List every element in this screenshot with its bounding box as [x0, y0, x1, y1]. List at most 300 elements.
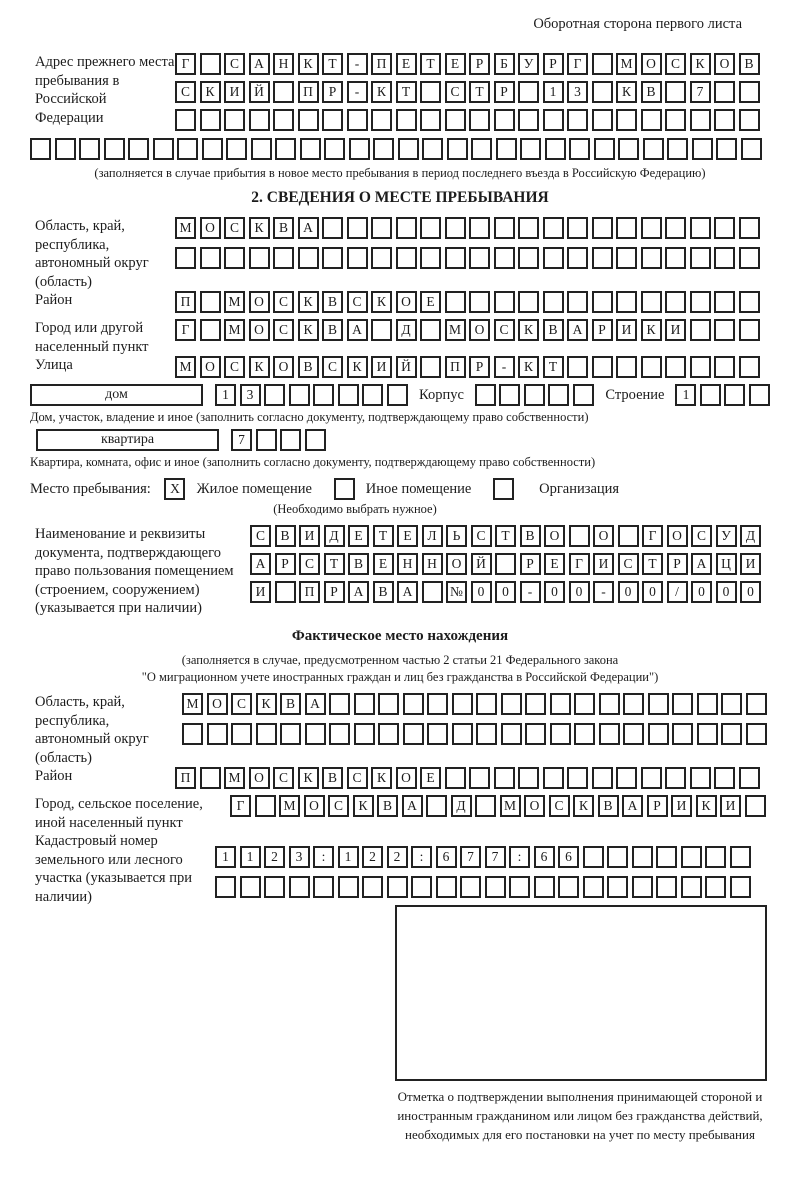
char-cell[interactable]: Т	[642, 553, 663, 575]
char-cell[interactable]	[322, 109, 343, 131]
char-cell[interactable]: О	[524, 795, 545, 817]
char-cell[interactable]	[275, 581, 296, 603]
char-cell[interactable]	[543, 767, 564, 789]
char-cell[interactable]: П	[175, 291, 196, 313]
char-cell[interactable]	[672, 693, 693, 715]
char-cell[interactable]	[403, 723, 424, 745]
char-cell[interactable]	[672, 723, 693, 745]
char-cell[interactable]	[362, 876, 383, 898]
char-cell[interactable]: 3	[567, 81, 588, 103]
char-cell[interactable]	[452, 723, 473, 745]
char-cell[interactable]: 3	[289, 846, 310, 868]
char-cell[interactable]: Р	[469, 356, 490, 378]
char-cell[interactable]: К	[249, 356, 270, 378]
char-cell[interactable]	[501, 693, 522, 715]
char-cell[interactable]: О	[249, 767, 270, 789]
char-cell[interactable]	[705, 846, 726, 868]
char-cell[interactable]	[616, 291, 637, 313]
char-cell[interactable]	[475, 795, 496, 817]
char-cell[interactable]: 2	[387, 846, 408, 868]
char-cell[interactable]	[338, 876, 359, 898]
char-cell[interactable]: -	[347, 81, 368, 103]
char-cell[interactable]: С	[445, 81, 466, 103]
char-cell[interactable]: X	[164, 478, 185, 500]
char-cell[interactable]: 1	[240, 846, 261, 868]
confirmation-mark-box[interactable]	[395, 905, 767, 1081]
char-cell[interactable]: К	[518, 356, 539, 378]
char-cell[interactable]	[251, 138, 272, 160]
char-cell[interactable]	[592, 767, 613, 789]
char-cell[interactable]: Е	[396, 53, 417, 75]
char-cell[interactable]	[313, 876, 334, 898]
char-cell[interactable]: Й	[249, 81, 270, 103]
char-cell[interactable]	[599, 693, 620, 715]
char-cell[interactable]	[558, 876, 579, 898]
char-cell[interactable]: И	[671, 795, 692, 817]
char-cell[interactable]: В	[298, 356, 319, 378]
char-cell[interactable]	[104, 138, 125, 160]
char-cell[interactable]	[574, 693, 595, 715]
char-cell[interactable]: С	[691, 525, 712, 547]
char-cell[interactable]: М	[224, 767, 245, 789]
char-cell[interactable]	[518, 109, 539, 131]
char-cell[interactable]	[445, 217, 466, 239]
char-cell[interactable]	[543, 247, 564, 269]
char-cell[interactable]	[550, 693, 571, 715]
char-cell[interactable]: :	[509, 846, 530, 868]
char-cell[interactable]: Р	[469, 53, 490, 75]
char-cell[interactable]	[716, 138, 737, 160]
char-cell[interactable]: Р	[667, 553, 688, 575]
char-cell[interactable]: О	[304, 795, 325, 817]
char-cell[interactable]	[469, 767, 490, 789]
char-cell[interactable]	[422, 581, 443, 603]
char-cell[interactable]	[632, 846, 653, 868]
char-cell[interactable]: А	[298, 217, 319, 239]
char-cell[interactable]	[714, 356, 735, 378]
char-cell[interactable]	[55, 138, 76, 160]
char-cell[interactable]	[494, 291, 515, 313]
char-cell[interactable]: С	[273, 319, 294, 341]
char-cell[interactable]	[550, 723, 571, 745]
char-cell[interactable]	[592, 81, 613, 103]
char-cell[interactable]: О	[200, 217, 221, 239]
char-cell[interactable]	[714, 319, 735, 341]
char-cell[interactable]: Г	[569, 553, 590, 575]
char-cell[interactable]: С	[347, 291, 368, 313]
char-cell[interactable]: К	[347, 356, 368, 378]
char-cell[interactable]	[347, 109, 368, 131]
char-cell[interactable]: -	[520, 581, 541, 603]
char-cell[interactable]: С	[231, 693, 252, 715]
char-cell[interactable]	[207, 723, 228, 745]
char-cell[interactable]	[475, 384, 496, 406]
char-cell[interactable]: А	[402, 795, 423, 817]
char-cell[interactable]	[200, 53, 221, 75]
char-cell[interactable]	[240, 876, 261, 898]
char-cell[interactable]	[445, 247, 466, 269]
char-cell[interactable]	[656, 876, 677, 898]
char-cell[interactable]: /	[667, 581, 688, 603]
char-cell[interactable]: К	[298, 767, 319, 789]
char-cell[interactable]	[275, 138, 296, 160]
char-cell[interactable]	[509, 876, 530, 898]
char-cell[interactable]: О	[544, 525, 565, 547]
char-cell[interactable]: -	[494, 356, 515, 378]
char-cell[interactable]: К	[298, 291, 319, 313]
char-cell[interactable]	[182, 723, 203, 745]
char-cell[interactable]	[665, 291, 686, 313]
char-cell[interactable]: Г	[175, 319, 196, 341]
char-cell[interactable]	[623, 693, 644, 715]
char-cell[interactable]	[387, 384, 408, 406]
char-cell[interactable]	[520, 138, 541, 160]
char-cell[interactable]	[681, 876, 702, 898]
char-cell[interactable]: 7	[460, 846, 481, 868]
char-cell[interactable]: К	[573, 795, 594, 817]
char-cell[interactable]	[599, 723, 620, 745]
char-cell[interactable]	[298, 247, 319, 269]
char-cell[interactable]	[420, 356, 441, 378]
char-cell[interactable]	[494, 217, 515, 239]
char-cell[interactable]	[79, 138, 100, 160]
char-cell[interactable]: А	[567, 319, 588, 341]
char-cell[interactable]: Б	[494, 53, 515, 75]
char-cell[interactable]	[371, 247, 392, 269]
char-cell[interactable]: 2	[362, 846, 383, 868]
char-cell[interactable]	[739, 291, 760, 313]
char-cell[interactable]: 2	[264, 846, 285, 868]
char-cell[interactable]: К	[353, 795, 374, 817]
char-cell[interactable]	[469, 109, 490, 131]
char-cell[interactable]	[200, 319, 221, 341]
char-cell[interactable]	[200, 767, 221, 789]
char-cell[interactable]	[534, 876, 555, 898]
char-cell[interactable]	[592, 247, 613, 269]
char-cell[interactable]	[362, 384, 383, 406]
char-cell[interactable]	[354, 693, 375, 715]
char-cell[interactable]	[567, 356, 588, 378]
char-cell[interactable]	[665, 247, 686, 269]
char-cell[interactable]	[714, 291, 735, 313]
char-cell[interactable]: С	[549, 795, 570, 817]
char-cell[interactable]	[545, 138, 566, 160]
char-cell[interactable]: И	[616, 319, 637, 341]
char-cell[interactable]	[396, 217, 417, 239]
char-cell[interactable]	[518, 81, 539, 103]
char-cell[interactable]	[721, 723, 742, 745]
char-cell[interactable]: -	[593, 581, 614, 603]
char-cell[interactable]: В	[641, 81, 662, 103]
char-cell[interactable]: О	[714, 53, 735, 75]
char-cell[interactable]	[280, 429, 301, 451]
char-cell[interactable]: С	[224, 217, 245, 239]
char-cell[interactable]	[256, 429, 277, 451]
char-cell[interactable]	[739, 109, 760, 131]
char-cell[interactable]: 6	[436, 846, 457, 868]
char-cell[interactable]: В	[322, 319, 343, 341]
char-cell[interactable]	[618, 525, 639, 547]
char-cell[interactable]	[594, 138, 615, 160]
char-cell[interactable]	[445, 767, 466, 789]
char-cell[interactable]	[289, 384, 310, 406]
char-cell[interactable]: 0	[544, 581, 565, 603]
char-cell[interactable]	[226, 138, 247, 160]
char-cell[interactable]: И	[224, 81, 245, 103]
char-cell[interactable]	[420, 109, 441, 131]
char-cell[interactable]	[569, 525, 590, 547]
char-cell[interactable]	[749, 384, 770, 406]
char-cell[interactable]	[569, 138, 590, 160]
char-cell[interactable]: И	[593, 553, 614, 575]
char-cell[interactable]	[518, 291, 539, 313]
char-cell[interactable]	[349, 138, 370, 160]
char-cell[interactable]	[583, 846, 604, 868]
char-cell[interactable]	[452, 693, 473, 715]
char-cell[interactable]	[494, 247, 515, 269]
char-cell[interactable]	[329, 723, 350, 745]
char-cell[interactable]: В	[520, 525, 541, 547]
char-cell[interactable]: Р	[647, 795, 668, 817]
char-cell[interactable]	[347, 247, 368, 269]
char-cell[interactable]: Е	[420, 291, 441, 313]
char-cell[interactable]	[273, 247, 294, 269]
char-cell[interactable]	[249, 109, 270, 131]
char-cell[interactable]: О	[273, 356, 294, 378]
char-cell[interactable]	[543, 291, 564, 313]
checkbox-organization[interactable]	[493, 478, 518, 500]
char-cell[interactable]	[378, 723, 399, 745]
char-cell[interactable]: Т	[322, 53, 343, 75]
char-cell[interactable]	[690, 291, 711, 313]
char-cell[interactable]	[427, 723, 448, 745]
char-cell[interactable]	[567, 247, 588, 269]
char-cell[interactable]: Р	[324, 581, 345, 603]
char-cell[interactable]	[690, 356, 711, 378]
char-cell[interactable]: Е	[544, 553, 565, 575]
char-cell[interactable]	[420, 217, 441, 239]
char-cell[interactable]: 0	[618, 581, 639, 603]
char-cell[interactable]	[616, 247, 637, 269]
char-cell[interactable]	[700, 384, 721, 406]
char-cell[interactable]: И	[720, 795, 741, 817]
char-cell[interactable]: -	[347, 53, 368, 75]
char-cell[interactable]: 0	[471, 581, 492, 603]
char-cell[interactable]: И	[299, 525, 320, 547]
char-cell[interactable]	[200, 291, 221, 313]
char-cell[interactable]	[427, 693, 448, 715]
char-cell[interactable]	[436, 876, 457, 898]
char-cell[interactable]	[697, 723, 718, 745]
char-cell[interactable]	[403, 693, 424, 715]
char-cell[interactable]: Р	[520, 553, 541, 575]
char-cell[interactable]: И	[371, 356, 392, 378]
char-cell[interactable]	[641, 217, 662, 239]
char-cell[interactable]	[305, 429, 326, 451]
char-cell[interactable]	[641, 767, 662, 789]
char-cell[interactable]: О	[446, 553, 467, 575]
char-cell[interactable]: 1	[215, 846, 236, 868]
char-cell[interactable]	[322, 247, 343, 269]
char-cell[interactable]	[476, 723, 497, 745]
char-cell[interactable]	[329, 693, 350, 715]
char-cell[interactable]	[623, 723, 644, 745]
char-cell[interactable]	[387, 876, 408, 898]
char-cell[interactable]: Ц	[716, 553, 737, 575]
char-cell[interactable]	[347, 217, 368, 239]
char-cell[interactable]	[548, 384, 569, 406]
char-cell[interactable]: 0	[642, 581, 663, 603]
char-cell[interactable]: О	[593, 525, 614, 547]
char-cell[interactable]: Т	[495, 525, 516, 547]
char-cell[interactable]: Р	[543, 53, 564, 75]
char-cell[interactable]	[256, 723, 277, 745]
char-cell[interactable]	[641, 247, 662, 269]
char-cell[interactable]: С	[224, 53, 245, 75]
char-cell[interactable]	[518, 767, 539, 789]
char-cell[interactable]: Т	[469, 81, 490, 103]
char-cell[interactable]	[30, 138, 51, 160]
char-cell[interactable]	[607, 876, 628, 898]
char-cell[interactable]: Е	[397, 525, 418, 547]
char-cell[interactable]: Р	[592, 319, 613, 341]
char-cell[interactable]	[322, 217, 343, 239]
char-cell[interactable]	[641, 291, 662, 313]
char-cell[interactable]: Т	[373, 525, 394, 547]
char-cell[interactable]: Д	[324, 525, 345, 547]
char-cell[interactable]	[574, 723, 595, 745]
char-cell[interactable]	[215, 876, 236, 898]
char-cell[interactable]: В	[543, 319, 564, 341]
char-cell[interactable]	[592, 356, 613, 378]
char-cell[interactable]: М	[182, 693, 203, 715]
char-cell[interactable]	[643, 138, 664, 160]
char-cell[interactable]	[445, 109, 466, 131]
char-cell[interactable]	[249, 247, 270, 269]
char-cell[interactable]: О	[641, 53, 662, 75]
char-cell[interactable]	[690, 319, 711, 341]
char-cell[interactable]: Г	[642, 525, 663, 547]
char-cell[interactable]: 6	[534, 846, 555, 868]
char-cell[interactable]: М	[175, 356, 196, 378]
char-cell[interactable]	[128, 138, 149, 160]
char-cell[interactable]	[641, 356, 662, 378]
char-cell[interactable]	[690, 217, 711, 239]
char-cell[interactable]	[373, 138, 394, 160]
char-cell[interactable]	[721, 693, 742, 715]
char-cell[interactable]: О	[667, 525, 688, 547]
char-cell[interactable]: С	[618, 553, 639, 575]
char-cell[interactable]: П	[445, 356, 466, 378]
char-cell[interactable]	[501, 723, 522, 745]
char-cell[interactable]: К	[371, 767, 392, 789]
char-cell[interactable]	[445, 291, 466, 313]
char-cell[interactable]	[396, 247, 417, 269]
char-cell[interactable]: 7	[485, 846, 506, 868]
char-cell[interactable]	[231, 723, 252, 745]
char-cell[interactable]	[371, 217, 392, 239]
char-cell[interactable]: А	[347, 319, 368, 341]
char-cell[interactable]: К	[298, 53, 319, 75]
char-cell[interactable]: Е	[373, 553, 394, 575]
char-cell[interactable]	[273, 81, 294, 103]
char-cell[interactable]: Ь	[446, 525, 467, 547]
char-cell[interactable]	[469, 217, 490, 239]
char-cell[interactable]	[618, 138, 639, 160]
char-cell[interactable]	[378, 693, 399, 715]
char-cell[interactable]: С	[273, 767, 294, 789]
char-cell[interactable]: А	[250, 553, 271, 575]
char-cell[interactable]: :	[411, 846, 432, 868]
char-cell[interactable]: Д	[396, 319, 417, 341]
char-cell[interactable]: Т	[543, 356, 564, 378]
char-cell[interactable]: В	[275, 525, 296, 547]
char-cell[interactable]: М	[224, 319, 245, 341]
char-cell[interactable]: 0	[691, 581, 712, 603]
char-cell[interactable]	[665, 217, 686, 239]
char-cell[interactable]: У	[518, 53, 539, 75]
char-cell[interactable]: М	[445, 319, 466, 341]
char-cell[interactable]: С	[175, 81, 196, 103]
char-cell[interactable]	[724, 384, 745, 406]
char-cell[interactable]	[567, 217, 588, 239]
char-cell[interactable]	[334, 478, 355, 500]
char-cell[interactable]	[730, 876, 751, 898]
char-cell[interactable]: Е	[348, 525, 369, 547]
char-cell[interactable]	[469, 247, 490, 269]
char-cell[interactable]	[313, 384, 334, 406]
char-cell[interactable]	[305, 723, 326, 745]
char-cell[interactable]	[273, 109, 294, 131]
char-cell[interactable]	[607, 846, 628, 868]
char-cell[interactable]	[264, 876, 285, 898]
char-cell[interactable]	[739, 319, 760, 341]
char-cell[interactable]: 1	[215, 384, 236, 406]
char-cell[interactable]: А	[249, 53, 270, 75]
char-cell[interactable]: 1	[338, 846, 359, 868]
char-cell[interactable]: С	[299, 553, 320, 575]
char-cell[interactable]: 0	[569, 581, 590, 603]
char-cell[interactable]	[739, 217, 760, 239]
char-cell[interactable]: М	[175, 217, 196, 239]
char-cell[interactable]: М	[279, 795, 300, 817]
char-cell[interactable]	[469, 291, 490, 313]
char-cell[interactable]: К	[641, 319, 662, 341]
char-cell[interactable]: С	[322, 356, 343, 378]
char-cell[interactable]	[567, 291, 588, 313]
char-cell[interactable]: Н	[273, 53, 294, 75]
char-cell[interactable]: К	[696, 795, 717, 817]
char-cell[interactable]: 3	[240, 384, 261, 406]
char-cell[interactable]: М	[224, 291, 245, 313]
char-cell[interactable]	[420, 81, 441, 103]
char-cell[interactable]	[573, 384, 594, 406]
char-cell[interactable]: О	[396, 291, 417, 313]
char-cell[interactable]: М	[616, 53, 637, 75]
char-cell[interactable]: Г	[230, 795, 251, 817]
char-cell[interactable]	[616, 356, 637, 378]
char-cell[interactable]	[338, 384, 359, 406]
char-cell[interactable]	[494, 767, 515, 789]
char-cell[interactable]	[494, 109, 515, 131]
char-cell[interactable]	[422, 138, 443, 160]
char-cell[interactable]: К	[371, 81, 392, 103]
char-cell[interactable]: Г	[567, 53, 588, 75]
char-cell[interactable]	[264, 384, 285, 406]
char-cell[interactable]	[583, 876, 604, 898]
char-cell[interactable]	[697, 693, 718, 715]
char-cell[interactable]	[616, 217, 637, 239]
